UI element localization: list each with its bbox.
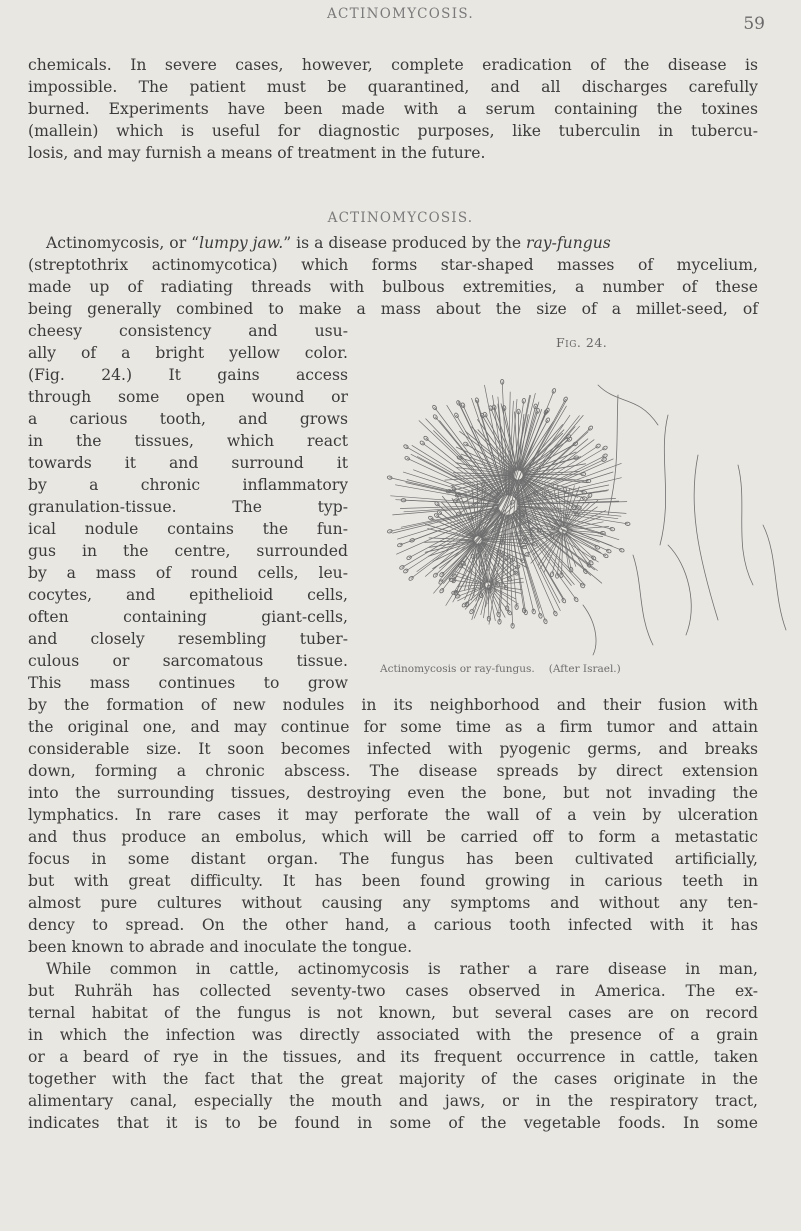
paragraph-3-line: alimentary canal, especially the mouth and jaws, or in the respiratory tract, xyxy=(28,1092,758,1110)
fungus-hypha xyxy=(583,605,596,655)
fungus-hypha xyxy=(598,385,658,425)
paragraph-2-continuation-line: lymphatics. In rare cases it may perforate the wall of a vein by ulceration xyxy=(28,806,758,824)
fungus-hypha xyxy=(694,455,718,620)
paragraph-2-continuation-line: focus in some distant organ. The fungus has been cultivated artificially, xyxy=(28,850,758,868)
paragraph-2-continuation-line: almost pure cultures without causing any symptoms and without any ten- xyxy=(28,894,758,912)
paragraph-2-continuation-line: and thus produce an embolus, which will be carried off to form a metastatic xyxy=(28,828,758,846)
ray-fungus-term: ray-fungus xyxy=(526,234,611,252)
paragraph-2-continuation-line: the original one, and may continue for some time as a firm tumor and attain xyxy=(28,718,758,736)
paragraph-2-wrapped-line: (Fig. 24.) It gains access xyxy=(28,366,348,384)
fungus-hypha xyxy=(633,555,653,645)
paragraph-2-wrapped-line: by a mass of round cells, leu- xyxy=(28,564,348,582)
page-number: 59 xyxy=(743,14,765,34)
fungus-hypha xyxy=(660,415,668,545)
paragraph-2-continuation-line: dency to spread. On the other hand, a carious tooth infected with it has xyxy=(28,916,758,934)
paragraph-3-line: together with the fact that the great majority of the cases originate in the xyxy=(28,1070,758,1088)
fungus-hypha xyxy=(763,525,786,630)
fungus-thread xyxy=(489,588,499,615)
paragraph-3-line: While common in cattle, actinomycosis is rather a rare disease in man, xyxy=(46,960,758,978)
paragraph-2-wrapped-line: through some open wound or xyxy=(28,388,348,406)
paragraph-2-continuation-line: down, forming a chronic abscess. The disease spreads by direct extension xyxy=(28,762,758,780)
fungus-thread xyxy=(567,531,600,542)
section-heading: ACTINOMYCOSIS. xyxy=(327,210,474,226)
paragraph-1-line: impossible. The patient must be quarantined, and all discharges carefully xyxy=(28,78,758,96)
fungus-thread xyxy=(566,533,594,558)
figure-label: Fig. 24. xyxy=(556,335,608,350)
figure-caption-text: Actinomycosis or ray-fungus. xyxy=(380,663,535,675)
paragraph-2-continuation-line: been known to abrade and inoculate the tongue. xyxy=(28,938,413,956)
paragraph-2-line-1: Actinomycosis, or “lumpy jaw.” is a disease produced by the ray-fungus xyxy=(46,234,611,252)
paragraph-3-line: but Ruhräh has collected seventy-two cases observed in America. The ex- xyxy=(28,982,758,1000)
paragraph-1-line: burned. Experiments have been made with a serum containing the toxines xyxy=(28,100,758,118)
paragraph-3-line: in which the infection was directly associated with the presence of a grain xyxy=(28,1026,758,1044)
figure-caption xyxy=(380,663,621,675)
ray-fungus-illustration xyxy=(368,355,798,660)
paragraph-2-wrapped-line: ally of a bright yellow color. xyxy=(28,344,348,362)
fungus-hypha xyxy=(608,395,618,515)
paragraph-2-wrapped-line: culous or sarcomatous tissue. xyxy=(28,652,348,670)
paragraph-2-wrapped-line: gus in the centre, surrounded xyxy=(28,542,348,560)
paragraph-1-line: chemicals. In severe cases, however, complete eradication of the disease is xyxy=(28,56,758,74)
paragraph-2-wrapped-line: by a chronic inflammatory xyxy=(28,476,348,494)
paragraph-2-line-3: made up of radiating threads with bulbous extremities, a number of these xyxy=(28,278,758,296)
paragraph-2-wrapped-line: often containing giant-cells, xyxy=(28,608,348,626)
paragraph-1-line: (mallein) which is useful for diagnostic purposes, like tuberculin in tubercu- xyxy=(28,122,758,140)
paragraph-2-wrapped-line: a carious tooth, and grows xyxy=(28,410,348,428)
paragraph-2-wrapped-line: cheesy consistency and usu- xyxy=(28,322,348,340)
paragraph-2-continuation-line: considerable size. It soon becomes infected with pyogenic germs, and breaks xyxy=(28,740,758,758)
lumpy-jaw-term: lumpy jaw. xyxy=(199,234,284,252)
paragraph-2-wrapped-line: granulation-tissue. The typ- xyxy=(28,498,348,516)
paragraph-2-continuation-line: but with great difficulty. It has been found growing in carious teeth in xyxy=(28,872,758,890)
paragraph-2-continuation-line: into the surrounding tissues, destroying even the bone, but not invading the xyxy=(28,784,758,802)
fungus-hypha xyxy=(738,465,753,585)
paragraph-2-continuation-line: by the formation of new nodules in its neighborhood and their fusion with xyxy=(28,696,758,714)
paragraph-3-line: indicates that it is to be found in some of the vegetable foods. In some xyxy=(28,1114,758,1132)
paragraph-2-wrapped-line: cocytes, and epithelioid cells, xyxy=(28,586,348,604)
running-head: ACTINOMYCOSIS. xyxy=(326,6,475,22)
paragraph-3-line: or a beard of rye in the tissues, and its frequent occurrence in cattle, taken xyxy=(28,1048,758,1066)
paragraph-2-wrapped-line: and closely resembling tuber- xyxy=(28,630,348,648)
paragraph-1-line: losis, and may furnish a means of treatment in the future. xyxy=(28,144,486,162)
paragraph-2-line-4: being generally combined to make a mass about the size of a millet-seed, of xyxy=(28,300,758,318)
paragraph-2-wrapped-line: ical nodule contains the fun- xyxy=(28,520,348,538)
fungus-hypha xyxy=(668,545,691,635)
figure-credit: (After Israel.) xyxy=(548,663,621,675)
fungus-thread xyxy=(434,431,501,498)
paragraph-2-wrapped-line: in the tissues, which react xyxy=(28,432,348,450)
paragraph-2-line-2: (streptothrix actinomycotica) which forms star-shaped masses of mycelium, xyxy=(28,256,758,274)
paragraph-2-wrapped-line: towards it and surround it xyxy=(28,454,348,472)
paragraph-2-wrapped-line: This mass continues to grow xyxy=(28,674,348,692)
figure-24 xyxy=(368,335,798,680)
paragraph-3-line: ternal habitat of the fungus is not known, but several cases are on record xyxy=(28,1004,758,1022)
